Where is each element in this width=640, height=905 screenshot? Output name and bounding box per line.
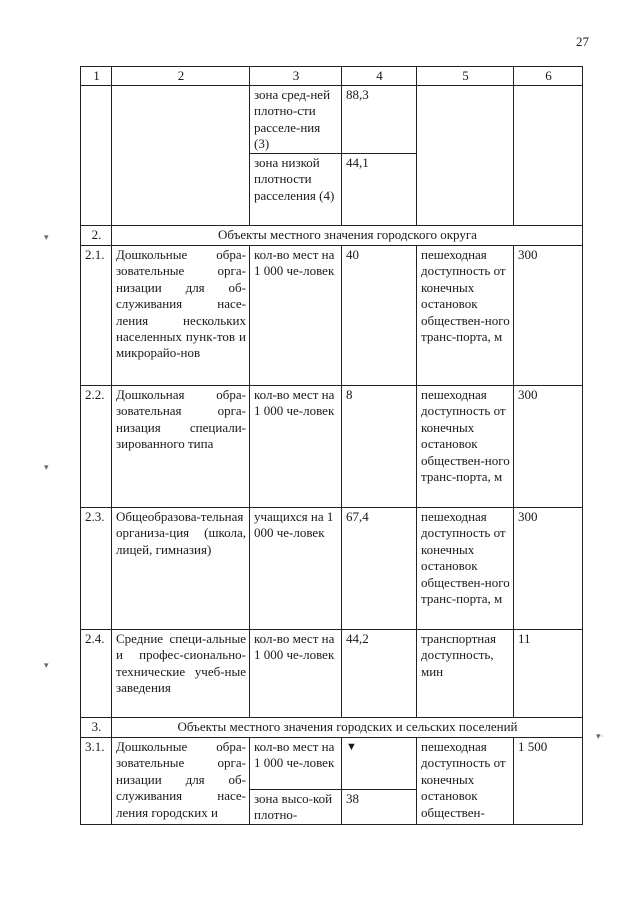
section-row [81, 718, 583, 738]
header-cell: 4 [342, 67, 417, 86]
value-cell: 44,2 [342, 630, 417, 718]
table-row [81, 738, 583, 790]
value-cell: 67,4 [342, 508, 417, 630]
unit-cell: кол-во мест на 1 000 че-ловек [250, 386, 342, 508]
unit-cell: учащихся на 1 000 че-ловек [250, 508, 342, 630]
facility-name: Общеобразова-тельная организа-ция (школа, лицей, гимназия) [112, 508, 250, 630]
facility-name: Дошкольные обра-зовательные орга-низации для об-служивания насе-ления нескольких населенных пунк-тов и микрорайо-нов [112, 246, 250, 386]
header-cell: 6 [514, 67, 583, 86]
table-row [81, 246, 583, 386]
accessibility-cell: пешеходная доступность от конечных остановок обществен-ного транс-порта, м [417, 386, 514, 508]
header-cell: 5 [417, 67, 514, 86]
section-title: Объекты местного значения городских и сельских поселений [112, 718, 583, 738]
header-row [81, 67, 583, 86]
distance-cell: 300 [514, 508, 583, 630]
value-cell: 8 [342, 386, 417, 508]
accessibility-cell: транспортная доступность, мин [417, 630, 514, 718]
distance-cell: 300 [514, 246, 583, 386]
scan-mark: ▾ [44, 462, 49, 472]
table-row [81, 86, 583, 154]
accessibility-cell: пешеходная доступность от конечных остановок обществен-ного транс-порта, м [417, 508, 514, 630]
table-row [81, 508, 583, 630]
empty-cell [81, 86, 112, 226]
unit-cell: кол-во мест на 1 000 че-ловек [250, 246, 342, 386]
facility-name: Дошкольная обра-зовательная орга-низация специали-зированного типа [112, 386, 250, 508]
unit-cell: кол-во мест на 1 000 че-ловек [250, 630, 342, 718]
facility-name: Дошкольные обра-зовательные орга-низации для об-служивания насе-ления городских и [112, 738, 250, 825]
page-number: 27 [576, 34, 589, 49]
scan-mark: ▾ [44, 660, 49, 670]
accessibility-cell: пешеходная доступность от конечных остановок обществен- [417, 738, 514, 825]
value-cell: 88,3 [342, 86, 417, 154]
section-number: 3. [81, 718, 112, 738]
document-table-wrapper [80, 66, 583, 825]
header-cell: 2 [112, 67, 250, 86]
row-number: 3.1. [81, 738, 112, 825]
unit-cell: кол-во мест на 1 000 че-ловек [250, 738, 342, 790]
distance-cell: 300 [514, 386, 583, 508]
header-cell: 1 [81, 67, 112, 86]
row-number: 2.4. [81, 630, 112, 718]
empty-cell [112, 86, 250, 226]
table-row [81, 630, 583, 718]
accessibility-cell: пешеходная доступность от конечных остановок обществен-ного транс-порта, м [417, 246, 514, 386]
zone-cell: зона высо-кой плотно- [250, 790, 342, 825]
header-cell: 3 [250, 67, 342, 86]
scan-mark: ▾ [44, 232, 49, 242]
norms-table [80, 66, 583, 825]
value-cell: 38 [342, 790, 417, 825]
row-number: 2.2. [81, 386, 112, 508]
table-row [81, 386, 583, 508]
row-number: 2.1. [81, 246, 112, 386]
value-symbol-cell: ▼ [342, 738, 417, 790]
empty-cell [417, 86, 514, 226]
value-cell: 44,1 [342, 154, 417, 226]
row-number: 2.3. [81, 508, 112, 630]
value-cell: 40 [342, 246, 417, 386]
scan-mark: ▾· [596, 731, 604, 741]
zone-cell: зона низкой плотности расселения (4) [250, 154, 342, 226]
section-row [81, 226, 583, 246]
facility-name: Средние специ-альные и профес-сионально-технические учеб-ные заведения [112, 630, 250, 718]
section-number: 2. [81, 226, 112, 246]
distance-cell: 11 [514, 630, 583, 718]
empty-cell [514, 86, 583, 226]
section-title: Объекты местного значения городского округа [112, 226, 583, 246]
distance-cell: 1 500 [514, 738, 583, 825]
zone-cell: зона сред-ней плотно-сти расселе-ния (3) [250, 86, 342, 154]
